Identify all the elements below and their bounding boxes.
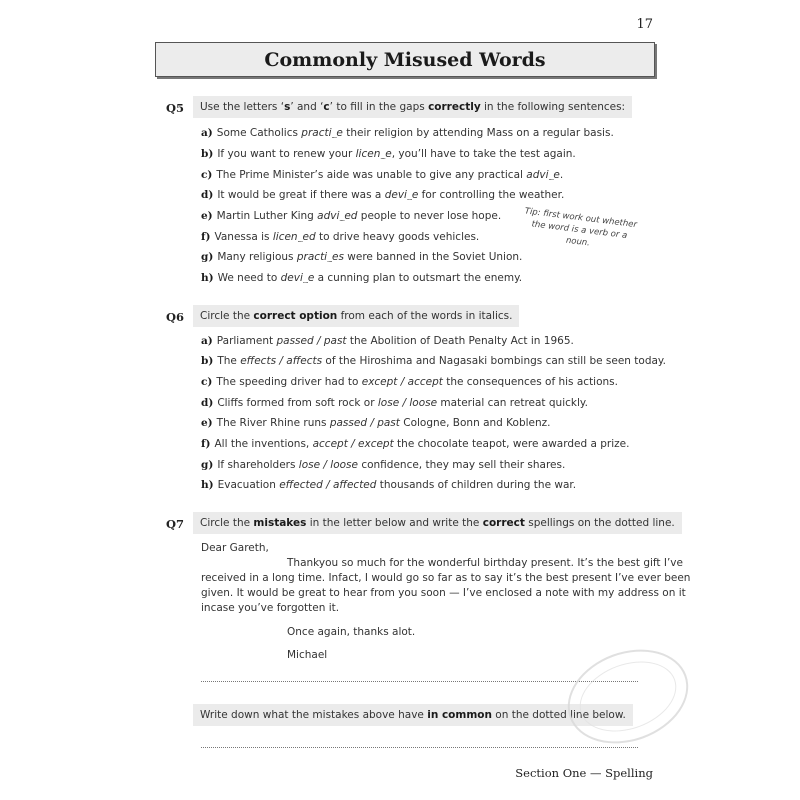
question-prompt-q6: Circle the correct option from each of the words in italics.	[193, 305, 519, 327]
q6-item-f: f) All the inventions, accept / except the chocolate teapot, were awarded a prize.	[201, 438, 630, 450]
letter-line-3: given. It would be great to hear from you soon — I’ve enclosed a note with my address on it	[201, 587, 686, 599]
watermark-stamp	[555, 633, 702, 759]
letter-line-2: received in a long time. Infact, I would go so far as to say it’s the best present I’ve ever been	[201, 572, 691, 584]
answer-dotted-line-1[interactable]	[201, 681, 638, 682]
fill-in-gap[interactable]: ....	[331, 132, 337, 140]
word-options[interactable]: passed / past	[276, 335, 347, 347]
letter-greeting: Dear Gareth,	[201, 542, 269, 554]
q6-item-a: a) Parliament passed / past the Abolition of Death Penalty Act in 1965.	[201, 335, 574, 347]
letter-line-4: incase you’ve forgotten it.	[201, 602, 340, 614]
q5-item-f: f) Vanessa is licen....ed to drive heavy goods vehicles.	[201, 231, 480, 244]
fill-in-gap[interactable]: ....	[327, 256, 333, 264]
fill-in-gap[interactable]: ....	[339, 215, 345, 223]
followup-prompt: Write down what the mistakes above have in common on the dotted line below.	[193, 704, 633, 726]
page-number: 17	[636, 17, 653, 32]
q5-item-g: g) Many religious practi....es were banned in the Soviet Union.	[201, 251, 523, 264]
letter-closing: Once again, thanks alot.	[287, 626, 416, 638]
question-label-q5: Q5	[166, 101, 185, 115]
page-title: Commonly Misused Words	[264, 48, 546, 71]
question-label-q6: Q6	[166, 310, 185, 324]
fill-in-gap[interactable]: ....	[297, 236, 303, 244]
letter-signature: Michael	[287, 649, 328, 661]
word-options[interactable]: lose / loose	[298, 459, 358, 471]
q6-item-c: c) The speeding driver had to except / accept the consequences of his actions.	[201, 376, 618, 388]
q6-item-d: d) Cliffs formed from soft rock or lose / loose material can retreat quickly.	[201, 397, 588, 409]
word-options[interactable]: effected / affected	[279, 479, 377, 491]
q5-item-h: h) We need to devi....e a cunning plan to outsmart the enemy.	[201, 272, 523, 285]
q5-item-a: a) Some Catholics practi....e their religion by attending Mass on a regular basis.	[201, 127, 614, 140]
q6-item-g: g) If shareholders lose / loose confidence, they may sell their shares.	[201, 459, 566, 471]
word-options[interactable]: accept / except	[312, 438, 394, 450]
word-options[interactable]: except / accept	[361, 376, 443, 388]
q5-item-b: b) If you want to renew your licen....e, you’ll have to take the test again.	[201, 148, 576, 161]
fill-in-gap[interactable]: ....	[380, 153, 386, 161]
q6-item-h: h) Evacuation effected / affected thousands of children during the war.	[201, 479, 577, 491]
fill-in-gap[interactable]: ....	[548, 174, 554, 182]
question-prompt-q7: Circle the mistakes in the letter below and write the correct spellings on the dotted line.	[193, 512, 682, 534]
fill-in-gap[interactable]: ....	[406, 194, 412, 202]
answer-dotted-line-2[interactable]	[201, 747, 638, 748]
letter-line-1: Thankyou so much for the wonderful birthday present. It’s the best gift I’ve	[287, 557, 683, 569]
question-prompt-q5: Use the letters ‘s’ and ‘c’ to fill in the gaps correctly in the following sentences:	[193, 96, 632, 118]
word-options[interactable]: passed / past	[329, 417, 400, 429]
word-options[interactable]: effects / affects	[240, 355, 323, 367]
fill-in-gap[interactable]: ....	[302, 277, 308, 285]
question-label-q7: Q7	[166, 517, 185, 531]
section-footer: Section One — Spelling	[515, 766, 653, 780]
word-options[interactable]: lose / loose	[377, 397, 438, 409]
q5-item-c: c) The Prime Minister’s aide was unable to give any practical advi....e.	[201, 169, 564, 182]
q6-item-e: e) The River Rhine runs passed / past Cologne, Bonn and Koblenz.	[201, 417, 551, 429]
page-title-box	[155, 42, 655, 77]
tip-note: Tip: first work out whether the word is a verb or a noun.	[524, 206, 638, 249]
q5-item-e: e) Martin Luther King advi....ed people to never lose hope.	[201, 210, 502, 223]
q6-item-b: b) The effects / affects of the Hiroshima and Nagasaki bombings can still be seen today.	[201, 355, 666, 367]
q5-item-d: d) It would be great if there was a devi....e for controlling the weather.	[201, 189, 565, 202]
